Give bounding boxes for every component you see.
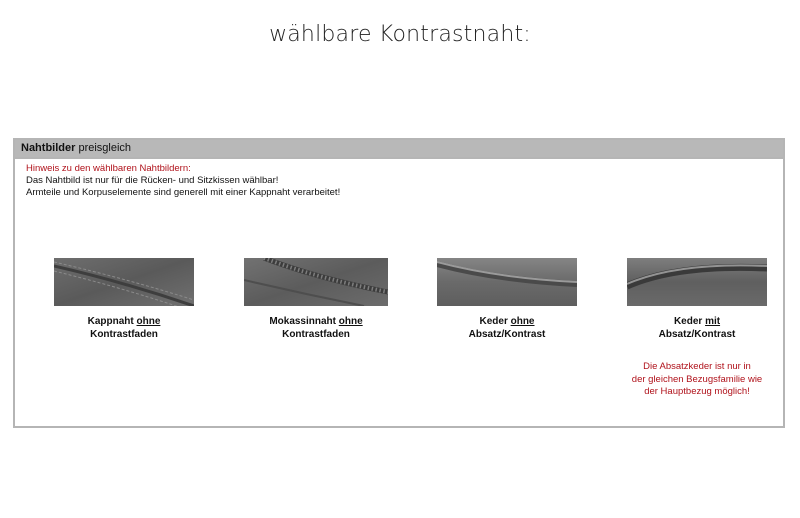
seam-caption-emphasis: mit bbox=[705, 316, 721, 327]
seam-caption-line1: Keder bbox=[673, 316, 706, 327]
seam-caption-kappnaht bbox=[44, 315, 204, 341]
seam-caption-keder-mit bbox=[617, 315, 777, 341]
seam-caption-line2: Kontrastfaden bbox=[90, 329, 158, 340]
seam-image-keder-mit bbox=[627, 258, 767, 306]
seam-option-kappnaht bbox=[44, 258, 204, 341]
seam-image-kappnaht bbox=[54, 258, 194, 306]
panel-header-bold: Nahtbilder bbox=[21, 142, 76, 154]
seam-option-mokassinnaht bbox=[236, 258, 396, 341]
notes-heading: Hinweis zu den wählbaren Nahtbildern: bbox=[26, 163, 191, 174]
seam-caption-line2: Absatz/Kontrast bbox=[658, 329, 736, 340]
seam-caption-line2: Kontrastfaden bbox=[282, 329, 350, 340]
panel-header bbox=[15, 140, 783, 159]
seam-option-keder-mit bbox=[617, 258, 777, 399]
seam-option-keder-ohne bbox=[427, 258, 587, 341]
seam-list bbox=[15, 258, 783, 418]
notes-line-2: Armteile und Korpuselemente sind generell mit einer Kappnaht verarbeitet! bbox=[26, 187, 341, 198]
seam-caption-line1: Mokassinnaht bbox=[269, 316, 339, 327]
seam-caption-keder-ohne bbox=[427, 315, 587, 341]
seam-caption-line1: Kappnaht bbox=[87, 316, 137, 327]
notes bbox=[15, 159, 783, 199]
page-title: wählbare Kontrastnaht: bbox=[269, 22, 531, 47]
panel-header-rest: preisgleich bbox=[78, 142, 132, 154]
seam-image-mokassinnaht bbox=[244, 258, 388, 306]
seam-caption-emphasis: ohne bbox=[338, 316, 363, 327]
keder-warning bbox=[617, 361, 777, 399]
seam-caption-emphasis: ohne bbox=[136, 316, 161, 327]
warning-line-3: der Hauptbezug möglich! bbox=[644, 386, 750, 397]
seam-caption-line1: Keder bbox=[479, 316, 511, 327]
seam-image-keder-ohne bbox=[437, 258, 577, 306]
warning-line-1: Die Absatzkeder ist nur in bbox=[643, 361, 751, 372]
seam-caption-emphasis: ohne bbox=[510, 316, 535, 327]
warning-line-2: der gleichen Bezugsfamilie wie bbox=[631, 373, 763, 385]
seam-options-panel bbox=[13, 138, 785, 428]
notes-line-1: Das Nahtbild ist nur für die Rücken- und Sitzkissen wählbar! bbox=[26, 175, 279, 186]
seam-caption-mokassinnaht bbox=[236, 315, 396, 341]
seam-caption-line2: Absatz/Kontrast bbox=[468, 329, 546, 340]
